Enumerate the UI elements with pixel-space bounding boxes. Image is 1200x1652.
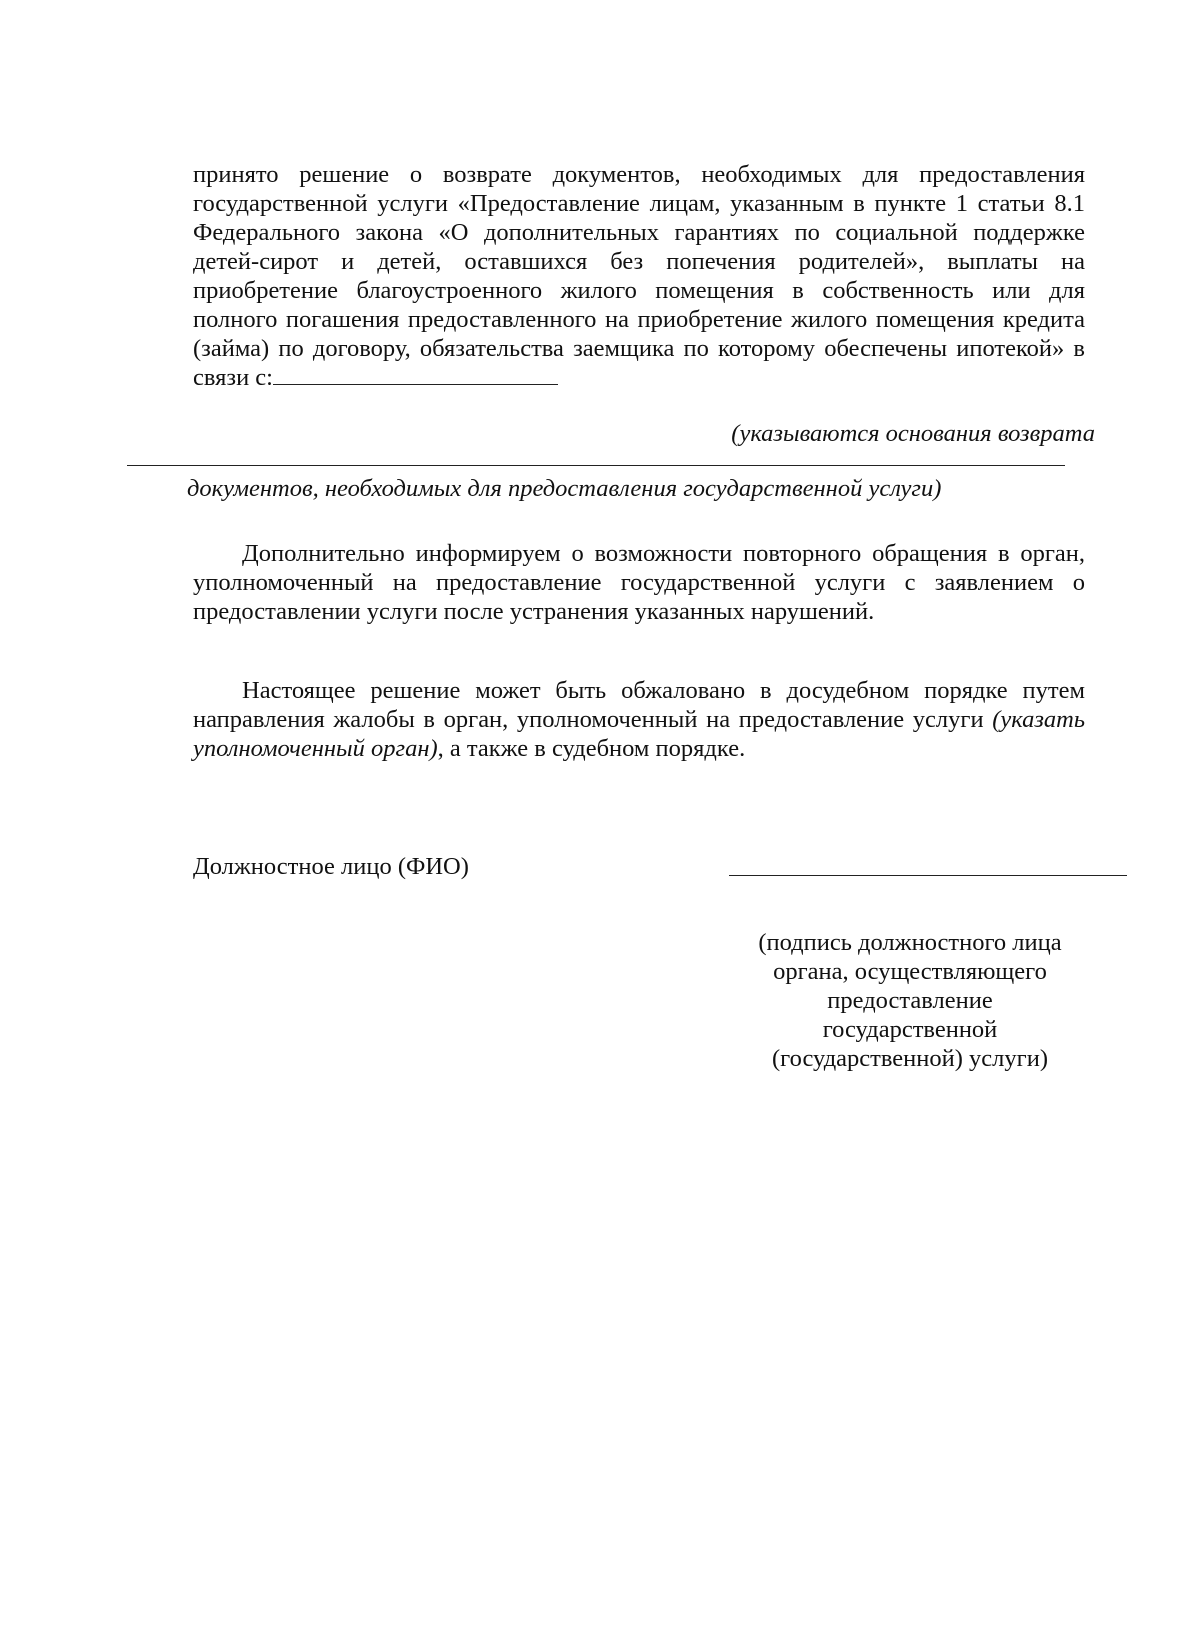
appeal-text-end: , а также в судебном порядке. xyxy=(437,735,746,762)
return-reason-hint-line-1: (указываются основания возврата xyxy=(731,420,1095,447)
signature-caption-line: (подпись должностного лица xyxy=(758,929,1062,956)
signature-blank-line xyxy=(729,875,1127,876)
official-name-label: Должностное лицо (ФИО) xyxy=(193,853,469,880)
reason-blank-line xyxy=(273,364,558,385)
reason-blank-line-full xyxy=(127,465,1065,466)
decision-text: принято решение о возврате документов, необходимых для предоставления государственной услуги «Предоставление лицам, указанным в пункте 1 статьи 8.1 Федерального закона «О дополнительных гарантиях по социальной поддержке детей-сирот и детей, оставшихся без попечения родителей», выплаты на приобретение благоустроенного жилого помещения в собственность или для полного погашения предоставленного на приобретение жилого помещения кредита (займа) по договору, обязательства заемщика по которому обеспечены ипотекой» в связи с: xyxy=(193,161,1085,391)
signature-caption-line: предоставление xyxy=(827,987,993,1014)
signature-caption xyxy=(720,928,1100,1073)
signature-caption-line: государственной xyxy=(822,1016,998,1043)
signature-caption-line: органа, осуществляющего xyxy=(773,958,1047,985)
return-reason-hint-line-2: документов, необходимых для предоставления государственной услуги) xyxy=(187,475,942,502)
appeal-text-start: Настоящее решение может быть обжаловано в досудебном порядке путем направления жалобы в орган, уполномоченный на предоставление услуги xyxy=(193,677,1085,733)
additional-info-paragraph: Дополнительно информируем о возможности повторного обращения в орган, уполномоченный на предоставление государственной услуги с заявлением о предоставлении услуги после устранения указанных нарушений. xyxy=(193,540,1085,625)
authority-placeholder: (указать уполномоченный орган) xyxy=(193,706,1085,762)
signature-caption-line: (государственной) услуги) xyxy=(772,1045,1048,1072)
decision-paragraph xyxy=(193,160,1085,392)
appeal-paragraph xyxy=(193,676,1085,763)
